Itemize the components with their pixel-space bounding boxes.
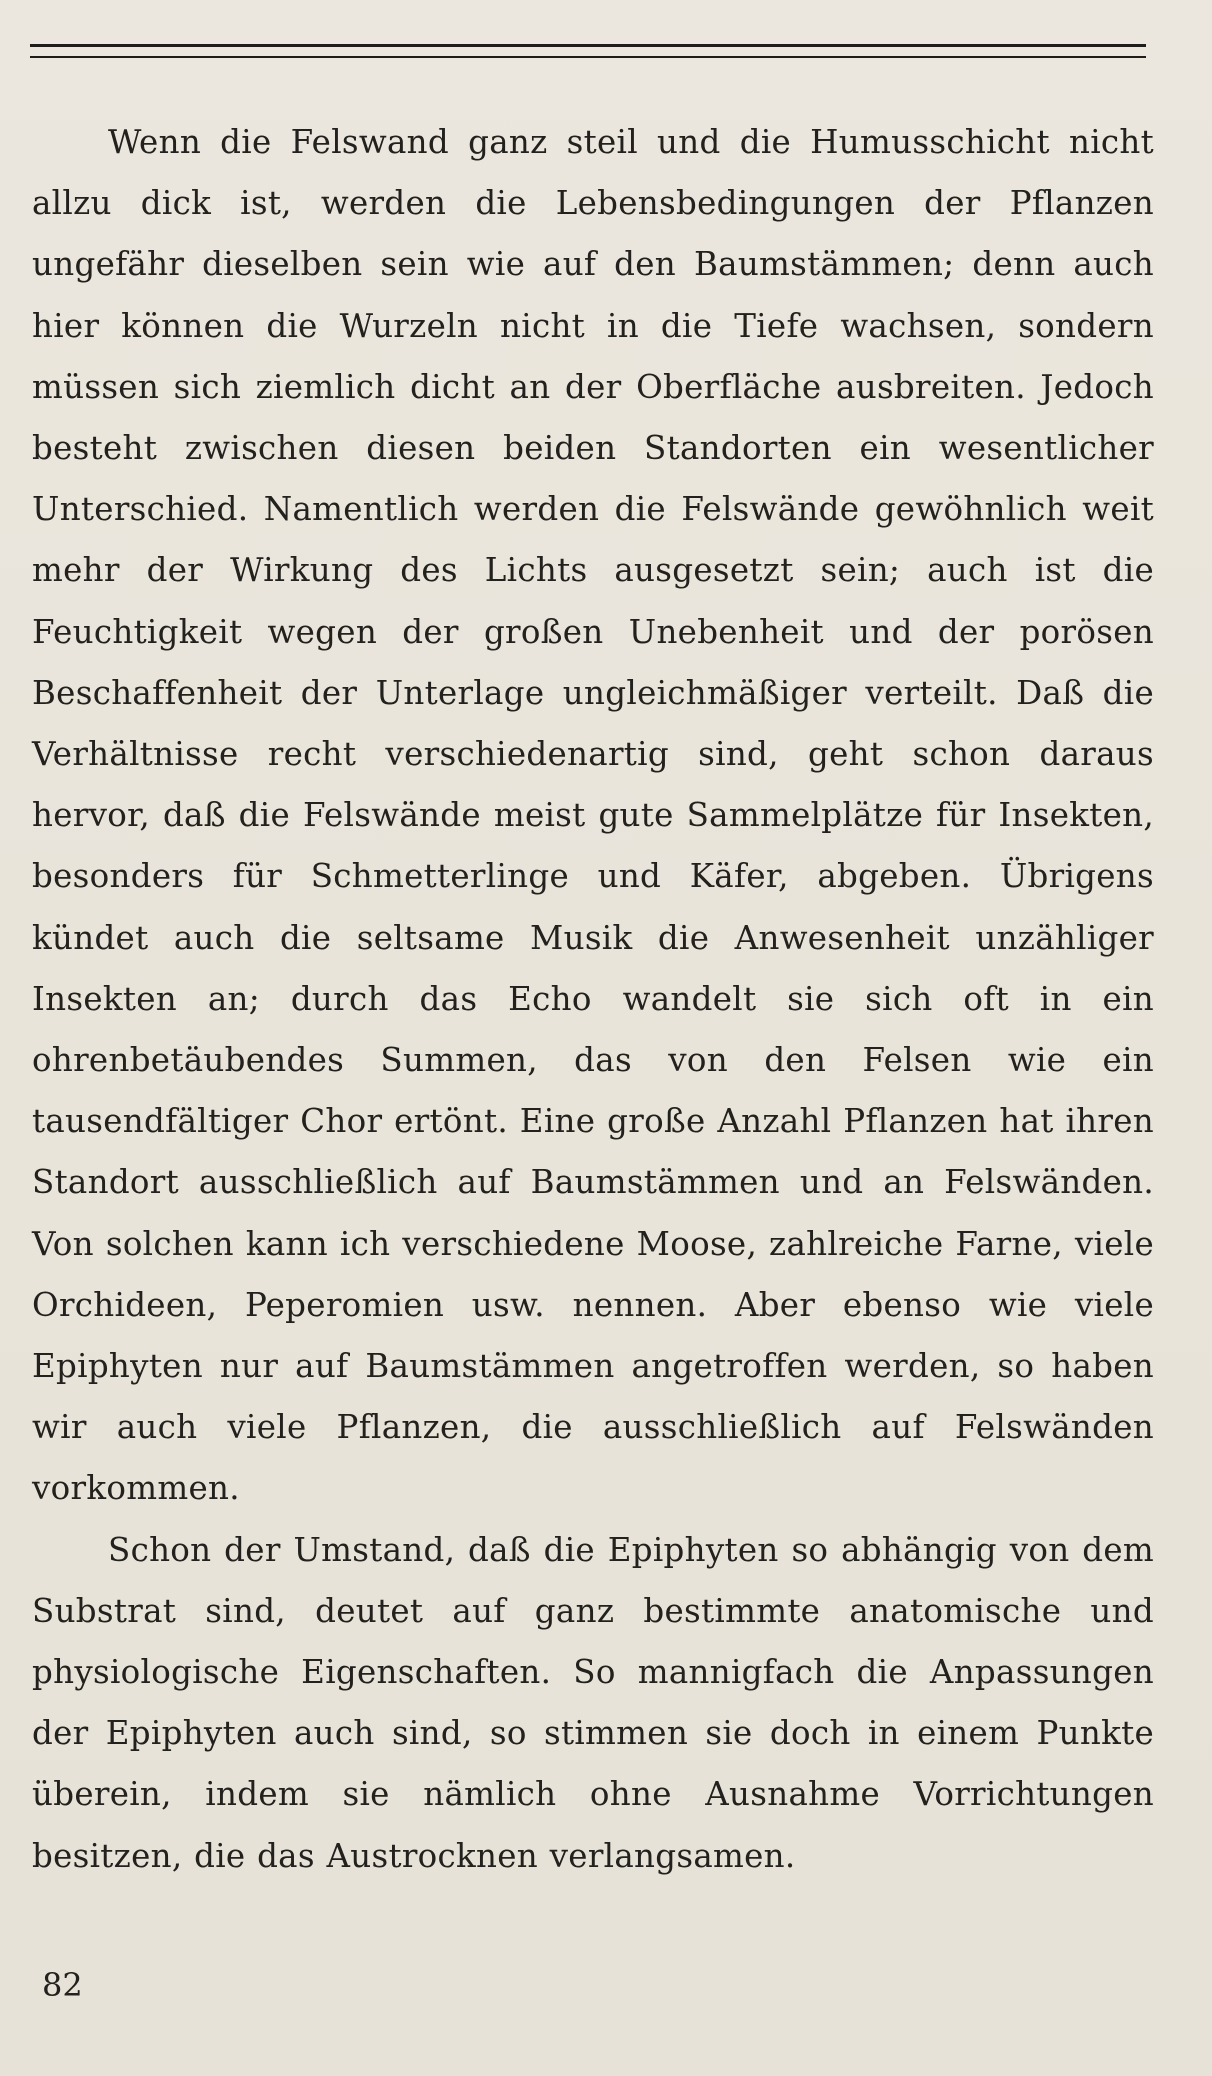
paragraph-1: Wenn die Felswand ganz steil und die Humusschicht nicht allzu dick ist, werden die Lebensbedingungen der Pflanzen ungefähr dieselben sein wie auf den Baumstämmen; denn auch hier können die Wurzeln nicht in die Tiefe wachsen, sondern müssen sich ziemlich dicht an der Oberfläche ausbreiten. Jedoch besteht zwischen diesen beiden Standorten ein wesentlicher Unterschied. Namentlich werden die Felswände gewöhnlich weit mehr der Wirkung des Lichts ausgesetzt sein; auch ist die Feuchtigkeit wegen der großen Unebenheit und der porösen Beschaffenheit der Unterlage ungleichmäßiger verteilt. Daß die Verhältnisse recht verschiedenartig sind, geht schon daraus hervor, daß die Felswände meist gute Sammelplätze für Insekten, besonders für Schmetterlinge und Käfer, abgeben. Übrigens kündet auch die seltsame Musik die Anwesenheit unzähliger Insekten an; durch das Echo wandelt sie sich oft in ein ohrenbetäubendes Summen, das von den Felsen wie ein tausendfältiger Chor ertönt. Eine große Anzahl Pflanzen hat ihren Standort ausschließlich auf Baumstämmen und an Felswänden. Von solchen kann ich verschiedene Moose, zahlreiche Farne, viele Orchideen, Peperomien usw. nennen. Aber ebenso wie viele Epiphyten nur auf Baumstämmen angetroffen werden, so haben wir auch viele Pflanzen, die ausschließlich auf Felswänden vorkommen. (32, 123, 1154, 1508)
body-text (32, 112, 1154, 1887)
header-rule-thick (30, 44, 1146, 47)
page-number: 82 (42, 1966, 83, 2004)
paragraph-2: Schon der Umstand, daß die Epiphyten so abhängig von dem Substrat sind, deutet auf ganz bestimmte anatomische und physiologische Eigenschaften. So mannigfach die Anpassungen der Epiphyten auch sind, so stimmen sie doch in einem Punkte überein, indem sie nämlich ohne Ausnahme Vorrichtungen besitzen, die das Austrocknen verlangsamen. (32, 1530, 1154, 1875)
header-rule-thin (30, 56, 1146, 58)
